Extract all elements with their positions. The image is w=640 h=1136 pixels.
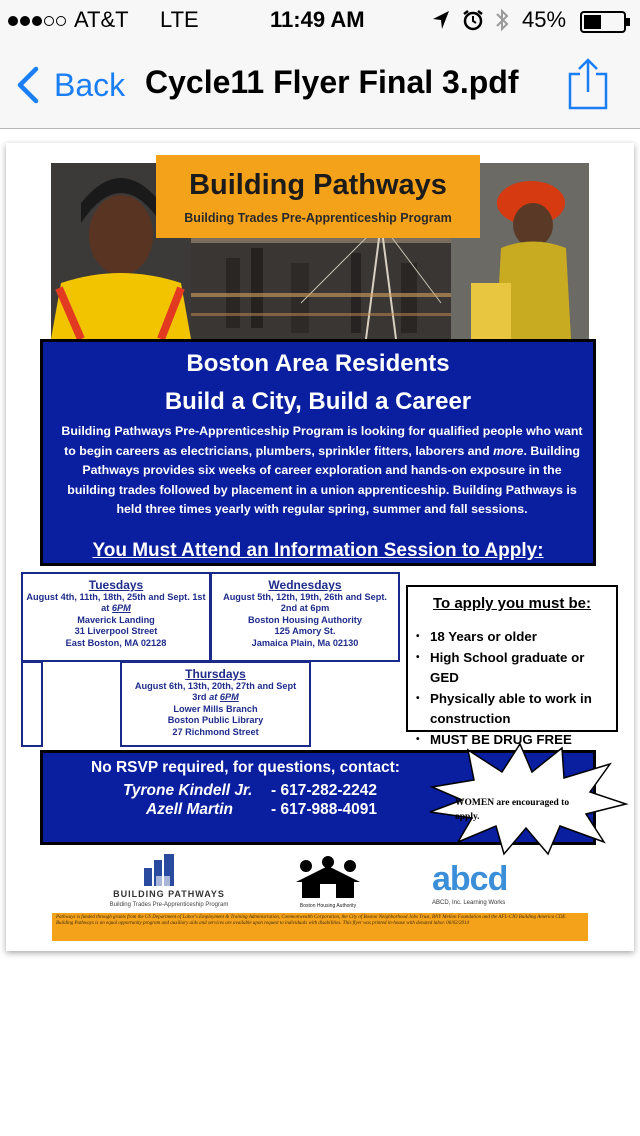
- session-location: Maverick Landing: [77, 614, 155, 625]
- session-location: Boston Housing Authority: [248, 614, 362, 625]
- abcd-logo-name: abcd: [432, 860, 508, 898]
- session-time: 2nd at 6pm: [280, 603, 330, 614]
- session-time: 6PM: [111, 603, 131, 614]
- session-address: 125 Amory St.: [274, 626, 336, 637]
- program-description: [57, 422, 587, 520]
- back-button[interactable]: [14, 60, 125, 110]
- contact-name: Azell Martin: [146, 801, 233, 818]
- session-city: 27 Richmond Street: [172, 726, 259, 737]
- bluetooth-icon: [494, 8, 510, 37]
- brand-subtitle: Building Trades Pre-Apprenticeship Program: [184, 211, 452, 225]
- description-part: . Building Pathways provides six weeks of career exploration and hands-on exposure in the building trades followed by placement in a union apprenticeship. Building Pathways is held three times yearly with regular spring, summer and fall sessions.: [67, 443, 580, 516]
- back-button-label: Back: [54, 66, 126, 103]
- contact-heading: No RSVP required, for questions, contact:: [91, 759, 400, 776]
- requirements-list: [416, 627, 616, 750]
- brand-title: Building Pathways: [189, 169, 447, 201]
- contact-phone: - 617-282-2242: [271, 782, 377, 799]
- share-button[interactable]: [566, 56, 610, 112]
- building-pathways-logo: [84, 854, 254, 914]
- session-tuesdays: [21, 572, 211, 662]
- headline-residents: Boston Area Residents: [186, 350, 450, 377]
- boston-housing-authority-logo: [292, 856, 364, 912]
- clock: 11:49 AM: [270, 7, 365, 32]
- document-title: Cycle11 Flyer Final 3.pdf: [145, 64, 519, 100]
- session-dates: August 4th, 11th, 18th, 25th and Sept. 1st: [26, 592, 206, 602]
- session-frame-edge: [21, 661, 43, 747]
- requirement-item: • Physically able to work in construction: [416, 690, 592, 726]
- description-emphasis: more: [493, 443, 524, 458]
- session-time-prefix: at: [101, 603, 112, 614]
- session-day: Thursdays: [185, 667, 246, 681]
- session-thursdays: [120, 661, 311, 747]
- share-icon: [566, 56, 610, 112]
- navigation-bar: [0, 40, 640, 129]
- requirements-title: To apply you must be:: [432, 595, 592, 612]
- battery-percent: 45%: [522, 7, 567, 32]
- session-wednesdays: [210, 572, 400, 662]
- session-address: Boston Public Library: [167, 715, 264, 726]
- intro-box: [40, 339, 596, 566]
- headline-build-career: Build a City, Build a Career: [164, 388, 472, 415]
- battery-icon: [580, 11, 632, 38]
- attend-notice: You Must Attend an Information Session to Apply:: [92, 540, 544, 561]
- funding-text: Pathways is funded through grants from the US Department of Labor's Employment & Training Administration, Commonwealth Corporation, the City of Boston Neighborhood Jobs Trust, BNY Mellon Foundation and the AFL-CIO Building America CDE. Building Pathways is an equal opportunity program and auxiliary aids and services are available upon request to individuals with disabilities. This flyer was printed in-house with donated labor. 06/02/2014: [56, 915, 567, 927]
- abcd-logo-tagline: ABCD, Inc. Learning Works: [432, 900, 506, 906]
- network-label: LTE: [160, 7, 199, 32]
- contact-phone: - 617-988-4091: [271, 801, 377, 818]
- carrier-label: AT&T: [74, 7, 129, 32]
- signal-dot: [56, 16, 66, 26]
- contact-name: Tyrone Kindell Jr.: [123, 782, 253, 799]
- women-notice: WOMEN are encouraged to apply.: [455, 798, 570, 822]
- session-location: Lower Mills Branch: [173, 703, 258, 714]
- location-arrow-icon: [432, 10, 450, 35]
- status-bar: [0, 0, 640, 40]
- session-time: 6PM: [219, 692, 239, 703]
- alarm-clock-icon: [462, 9, 484, 36]
- requirement-item: • MUST BE DRUG FREE: [416, 731, 572, 747]
- session-dates: August 5th, 12th, 19th, 26th and Sept.: [223, 592, 387, 602]
- requirement-item: • High School graduate or GED: [416, 649, 585, 685]
- funding-footer: [52, 913, 588, 941]
- chevron-left-icon: [14, 65, 42, 105]
- brand-banner: [156, 155, 480, 238]
- abcd-logo: [432, 860, 528, 912]
- requirements-box: [406, 585, 618, 747]
- signal-dot: [20, 16, 30, 26]
- session-city: East Boston, MA 02128: [65, 637, 167, 648]
- signal-strength-indicator: [8, 13, 68, 31]
- session-time-at: at: [209, 692, 220, 703]
- bp-logo-name: BUILDING PATHWAYS: [113, 889, 225, 899]
- session-day: Tuesdays: [88, 578, 144, 592]
- session-day: Wednesdays: [268, 578, 342, 592]
- requirement-item: • 18 Years or older: [416, 629, 537, 644]
- session-time-prefix: 3rd: [192, 692, 210, 703]
- signal-dot: [44, 16, 54, 26]
- description-part: Building Pathways Pre-Apprenticeship Program is looking for qualified people who want to begin careers as electricians, plumbers, sprinkler fitters, laborers and: [61, 424, 583, 458]
- session-city: Jamaica Plain, Ma 02130: [251, 637, 359, 648]
- session-address: 31 Liverpool Street: [74, 626, 158, 637]
- signal-dot: [8, 16, 18, 26]
- bha-logo-name: Boston Housing Authority: [299, 903, 357, 909]
- signal-dot: [32, 16, 42, 26]
- session-dates: August 6th, 13th, 20th, 27th and Sept: [134, 681, 297, 691]
- bp-logo-tagline: Building Trades Pre-Apprenticeship Program: [109, 902, 229, 908]
